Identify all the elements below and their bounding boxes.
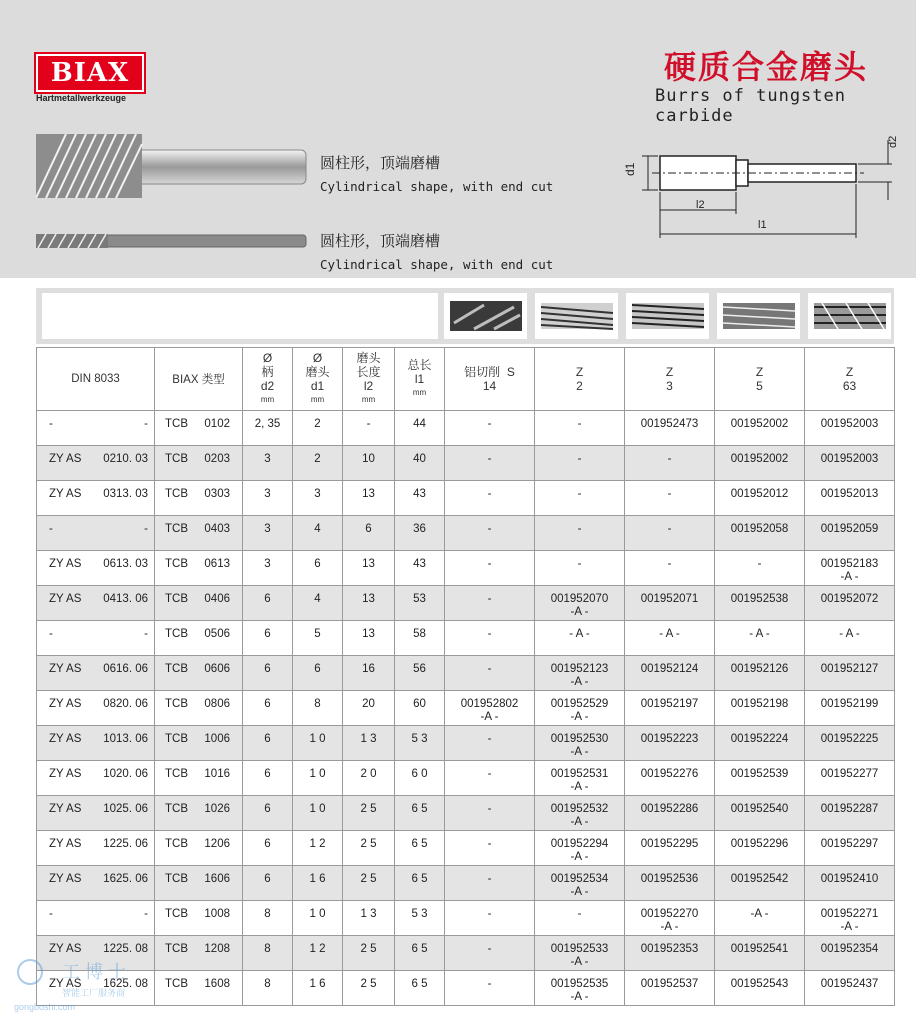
- cell-l2: 2 0: [343, 761, 395, 796]
- table-row: [37, 971, 895, 1006]
- cell-d2: 8: [243, 971, 293, 1006]
- cell-d1: 1 6: [293, 866, 343, 901]
- cell-z3: 001952276: [625, 761, 715, 796]
- cell-z2: -: [535, 481, 625, 516]
- svg-text:智能工厂服务商: 智能工厂服务商: [62, 988, 126, 998]
- cell-l1: 6 5: [395, 936, 445, 971]
- col-head-length: 磨头 长度 l2 mm: [343, 348, 395, 411]
- product-table: [36, 347, 895, 1006]
- cell-z5: 001952543: [715, 971, 805, 1006]
- cell-z63: 001952297: [805, 831, 895, 866]
- col-din: DIN 8033: [37, 348, 155, 411]
- cell-z5: -A -: [715, 901, 805, 936]
- cell-s14: -: [445, 586, 535, 621]
- cell-type: TCB 0403: [155, 516, 243, 551]
- cell-din: ZY AS 0820. 06: [37, 691, 155, 726]
- cell-type: TCB 0806: [155, 691, 243, 726]
- table-row: [37, 691, 895, 726]
- dimension-diagram: [612, 130, 902, 242]
- cell-z5: 001952540: [715, 796, 805, 831]
- cell-type: TCB 0203: [155, 446, 243, 481]
- cell-d2: 6: [243, 586, 293, 621]
- cell-z2: -: [535, 446, 625, 481]
- cell-d1: 4: [293, 516, 343, 551]
- cell-s14: -: [445, 481, 535, 516]
- cell-type: TCB 1206: [155, 831, 243, 866]
- cell-l1: 6 5: [395, 796, 445, 831]
- cell-d2: 3: [243, 446, 293, 481]
- cut-s14-swatch: [444, 293, 527, 339]
- cell-z5: 001952541: [715, 936, 805, 971]
- table-row: [37, 726, 895, 761]
- cell-l1: 43: [395, 481, 445, 516]
- cell-z63: 001952354: [805, 936, 895, 971]
- cell-z63: 001952013: [805, 481, 895, 516]
- cell-z2: 001952533 -A -: [535, 936, 625, 971]
- cell-l2: 2 5: [343, 831, 395, 866]
- label-l1: l1: [758, 219, 767, 231]
- cell-l2: 10: [343, 446, 395, 481]
- cell-z63: 001952271 -A -: [805, 901, 895, 936]
- cell-l1: 43: [395, 551, 445, 586]
- cut-z2-swatch: [535, 293, 618, 339]
- cell-d2: 6: [243, 796, 293, 831]
- cell-z63: 001952127: [805, 656, 895, 691]
- cell-din: ZY AS 1625. 08: [37, 971, 155, 1006]
- cell-din: - -: [37, 516, 155, 551]
- cell-l2: 2 5: [343, 971, 395, 1006]
- cell-z3: 001952197: [625, 691, 715, 726]
- table-row: [37, 656, 895, 691]
- cell-z2: 001952531 -A -: [535, 761, 625, 796]
- cell-din: - -: [37, 901, 155, 936]
- header-panel: [0, 0, 916, 278]
- cell-z63: - A -: [805, 621, 895, 656]
- page-title-cn: 硬质合金磨头: [663, 48, 868, 86]
- cell-z5: 001952126: [715, 656, 805, 691]
- cell-z2: 001952535 -A -: [535, 971, 625, 1006]
- table-row: [37, 796, 895, 831]
- cell-l2: 16: [343, 656, 395, 691]
- cell-s14: -: [445, 901, 535, 936]
- cell-type: TCB 1606: [155, 866, 243, 901]
- table-row: [37, 446, 895, 481]
- cell-l1: 36: [395, 516, 445, 551]
- cell-din: ZY AS 1025. 06: [37, 796, 155, 831]
- cell-z63: 001952003: [805, 411, 895, 446]
- cell-l2: 2 5: [343, 796, 395, 831]
- cell-z2: -: [535, 551, 625, 586]
- cell-s14: -: [445, 971, 535, 1006]
- product-desc-2: 圆柱形，顶端磨槽 Cylindrical shape, with end cut: [320, 233, 554, 272]
- product-desc-1: 圆柱形，顶端磨槽 Cylindrical shape, with end cut: [320, 155, 554, 194]
- cell-l1: 40: [395, 446, 445, 481]
- cell-z5: 001952002: [715, 411, 805, 446]
- page-title-en: Burrs of tungsten carbide: [655, 86, 846, 126]
- cell-s14: 001952802 -A -: [445, 691, 535, 726]
- cell-d2: 8: [243, 936, 293, 971]
- cell-s14: -: [445, 551, 535, 586]
- cell-s14: -: [445, 411, 535, 446]
- cell-d2: 2, 35: [243, 411, 293, 446]
- cell-l2: 2 5: [343, 866, 395, 901]
- cell-type: TCB 0102: [155, 411, 243, 446]
- brand-subtitle: Hartmetallwerkzeuge: [36, 93, 127, 103]
- cell-l1: 60: [395, 691, 445, 726]
- cell-z3: -: [625, 446, 715, 481]
- cell-s14: -: [445, 516, 535, 551]
- col-shank: Ø 柄 d2 mm: [243, 348, 293, 411]
- table-row: [37, 586, 895, 621]
- cell-z3: 001952473: [625, 411, 715, 446]
- cell-d1: 1 0: [293, 796, 343, 831]
- cell-d1: 1 0: [293, 726, 343, 761]
- cell-din: ZY AS 1225. 06: [37, 831, 155, 866]
- cell-type: TCB 1016: [155, 761, 243, 796]
- cell-l2: 6: [343, 516, 395, 551]
- cell-type: TCB 0303: [155, 481, 243, 516]
- cell-type: TCB 0406: [155, 586, 243, 621]
- cell-z3: - A -: [625, 621, 715, 656]
- cell-type: TCB 1006: [155, 726, 243, 761]
- cell-z2: -: [535, 516, 625, 551]
- cut-z3-swatch: [626, 293, 709, 339]
- table-row: [37, 516, 895, 551]
- svg-text:工 博 士: 工 博 士: [62, 962, 127, 982]
- cell-din: - -: [37, 411, 155, 446]
- table-row: [37, 901, 895, 936]
- cell-s14: -: [445, 831, 535, 866]
- burr-large-image: [36, 134, 308, 198]
- cell-l2: 13: [343, 586, 395, 621]
- cell-l1: 58: [395, 621, 445, 656]
- cell-z5: 001952224: [715, 726, 805, 761]
- cell-z3: 001952286: [625, 796, 715, 831]
- cell-s14: -: [445, 936, 535, 971]
- table-row: [37, 866, 895, 901]
- cell-z3: 001952537: [625, 971, 715, 1006]
- cell-d2: 6: [243, 726, 293, 761]
- label-d2: d2: [887, 135, 899, 148]
- cell-d1: 6: [293, 656, 343, 691]
- cell-l2: -: [343, 411, 395, 446]
- label-l2: l2: [696, 199, 705, 211]
- cell-d1: 2: [293, 446, 343, 481]
- cell-d2: 6: [243, 656, 293, 691]
- cell-din: ZY AS 1020. 06: [37, 761, 155, 796]
- cell-z2: 001952534 -A -: [535, 866, 625, 901]
- cell-din: ZY AS 0210. 03: [37, 446, 155, 481]
- label-d1: d1: [623, 162, 637, 176]
- cell-z3: -: [625, 481, 715, 516]
- cell-d1: 1 2: [293, 936, 343, 971]
- cell-d1: 4: [293, 586, 343, 621]
- cell-z3: 001952353: [625, 936, 715, 971]
- cell-z5: 001952198: [715, 691, 805, 726]
- cell-type: TCB 1608: [155, 971, 243, 1006]
- cell-z5: 001952058: [715, 516, 805, 551]
- strip-blank: [42, 293, 438, 339]
- cell-z3: -: [625, 551, 715, 586]
- cell-z2: 001952529 -A -: [535, 691, 625, 726]
- cell-s14: -: [445, 761, 535, 796]
- cell-l2: 20: [343, 691, 395, 726]
- col-biax: BIAX 类型: [155, 348, 243, 411]
- cell-z63: 001952437: [805, 971, 895, 1006]
- cell-type: TCB 0606: [155, 656, 243, 691]
- cell-d1: 1 0: [293, 901, 343, 936]
- cell-din: ZY AS 1225. 08: [37, 936, 155, 971]
- cell-z2: - A -: [535, 621, 625, 656]
- cell-s14: -: [445, 726, 535, 761]
- cell-d2: 6: [243, 621, 293, 656]
- cell-z2: 001952530 -A -: [535, 726, 625, 761]
- cell-d2: 6: [243, 761, 293, 796]
- table-row: [37, 936, 895, 971]
- cell-din: ZY AS 0616. 06: [37, 656, 155, 691]
- cell-d1: 3: [293, 481, 343, 516]
- cell-z5: 001952296: [715, 831, 805, 866]
- cell-d1: 8: [293, 691, 343, 726]
- cell-din: ZY AS 1625. 06: [37, 866, 155, 901]
- cell-z2: 001952294 -A -: [535, 831, 625, 866]
- cell-d2: 6: [243, 831, 293, 866]
- cell-d1: 2: [293, 411, 343, 446]
- cell-d1: 6: [293, 551, 343, 586]
- table-header-row: [37, 348, 895, 411]
- cell-d2: 6: [243, 691, 293, 726]
- cell-din: ZY AS 0313. 03: [37, 481, 155, 516]
- cell-z5: 001952542: [715, 866, 805, 901]
- cell-z2: -: [535, 901, 625, 936]
- cell-l1: 53: [395, 586, 445, 621]
- cell-l1: 44: [395, 411, 445, 446]
- cell-z5: 001952539: [715, 761, 805, 796]
- cell-d1: 5: [293, 621, 343, 656]
- cell-d1: 1 0: [293, 761, 343, 796]
- cell-l1: 6 5: [395, 831, 445, 866]
- cell-l1: 6 0: [395, 761, 445, 796]
- cell-z2: 001952123 -A -: [535, 656, 625, 691]
- cell-din: - -: [37, 621, 155, 656]
- cell-z5: 001952012: [715, 481, 805, 516]
- cell-s14: -: [445, 796, 535, 831]
- cell-z2: 001952070 -A -: [535, 586, 625, 621]
- col-s14: 铝切削 S 14: [445, 348, 535, 411]
- cell-z5: - A -: [715, 621, 805, 656]
- cell-s14: -: [445, 656, 535, 691]
- watermark: [14, 944, 164, 1014]
- cell-z2: 001952532 -A -: [535, 796, 625, 831]
- cell-z63: 001952003: [805, 446, 895, 481]
- table-row: [37, 621, 895, 656]
- col-total-length: 总长 l1 mm: [395, 348, 445, 411]
- cell-z3: 001952124: [625, 656, 715, 691]
- cell-type: TCB 0613: [155, 551, 243, 586]
- cell-z3: 001952536: [625, 866, 715, 901]
- col-z3: Z 3: [625, 348, 715, 411]
- cut-z63-swatch: [808, 293, 891, 339]
- cell-z63: 001952183 -A -: [805, 551, 895, 586]
- cell-l2: 13: [343, 551, 395, 586]
- cell-z3: 001952223: [625, 726, 715, 761]
- cell-d2: 3: [243, 516, 293, 551]
- cell-z63: 001952225: [805, 726, 895, 761]
- table-row: [37, 481, 895, 516]
- table-row: [37, 551, 895, 586]
- cell-z3: 001952295: [625, 831, 715, 866]
- cell-z3: -: [625, 516, 715, 551]
- cell-z63: 001952072: [805, 586, 895, 621]
- table-row: [37, 761, 895, 796]
- cell-d2: 6: [243, 866, 293, 901]
- cell-l2: 2 5: [343, 936, 395, 971]
- cell-z63: 001952287: [805, 796, 895, 831]
- cut-type-strip: [36, 288, 894, 344]
- col-z2: Z 2: [535, 348, 625, 411]
- cell-l2: 1 3: [343, 726, 395, 761]
- cell-z63: 001952410: [805, 866, 895, 901]
- cell-type: TCB 1026: [155, 796, 243, 831]
- cell-din: ZY AS 1013. 06: [37, 726, 155, 761]
- table-row: [37, 411, 895, 446]
- cell-type: TCB 0506: [155, 621, 243, 656]
- cell-d1: 1 6: [293, 971, 343, 1006]
- cell-z2: -: [535, 411, 625, 446]
- table-row: [37, 831, 895, 866]
- col-head: Ø 磨头 d1 mm: [293, 348, 343, 411]
- cell-l1: 6 5: [395, 866, 445, 901]
- cell-din: ZY AS 0413. 06: [37, 586, 155, 621]
- cell-z5: 001952538: [715, 586, 805, 621]
- cell-din: ZY AS 0613. 03: [37, 551, 155, 586]
- cell-s14: -: [445, 866, 535, 901]
- cell-type: TCB 1008: [155, 901, 243, 936]
- svg-text:gongboshi.com: gongboshi.com: [14, 1002, 76, 1012]
- biax-logo: BIAX: [36, 54, 144, 92]
- cell-l1: 6 5: [395, 971, 445, 1006]
- cell-d1: 1 2: [293, 831, 343, 866]
- cut-z5-swatch: [717, 293, 800, 339]
- cell-z5: -: [715, 551, 805, 586]
- col-z63: Z 63: [805, 348, 895, 411]
- cell-l2: 13: [343, 621, 395, 656]
- cell-z63: 001952059: [805, 516, 895, 551]
- cell-z63: 001952277: [805, 761, 895, 796]
- cell-l2: 1 3: [343, 901, 395, 936]
- cell-l1: 5 3: [395, 726, 445, 761]
- cell-d2: 3: [243, 481, 293, 516]
- cell-z3: 001952071: [625, 586, 715, 621]
- cell-l1: 56: [395, 656, 445, 691]
- cell-s14: -: [445, 621, 535, 656]
- cell-z5: 001952002: [715, 446, 805, 481]
- cell-s14: -: [445, 446, 535, 481]
- cell-type: TCB 1208: [155, 936, 243, 971]
- cell-d2: 8: [243, 901, 293, 936]
- cell-l2: 13: [343, 481, 395, 516]
- col-z5: Z 5: [715, 348, 805, 411]
- cell-z3: 001952270 -A -: [625, 901, 715, 936]
- burr-small-image: [36, 232, 308, 250]
- cell-d2: 3: [243, 551, 293, 586]
- cell-l1: 5 3: [395, 901, 445, 936]
- cell-z63: 001952199: [805, 691, 895, 726]
